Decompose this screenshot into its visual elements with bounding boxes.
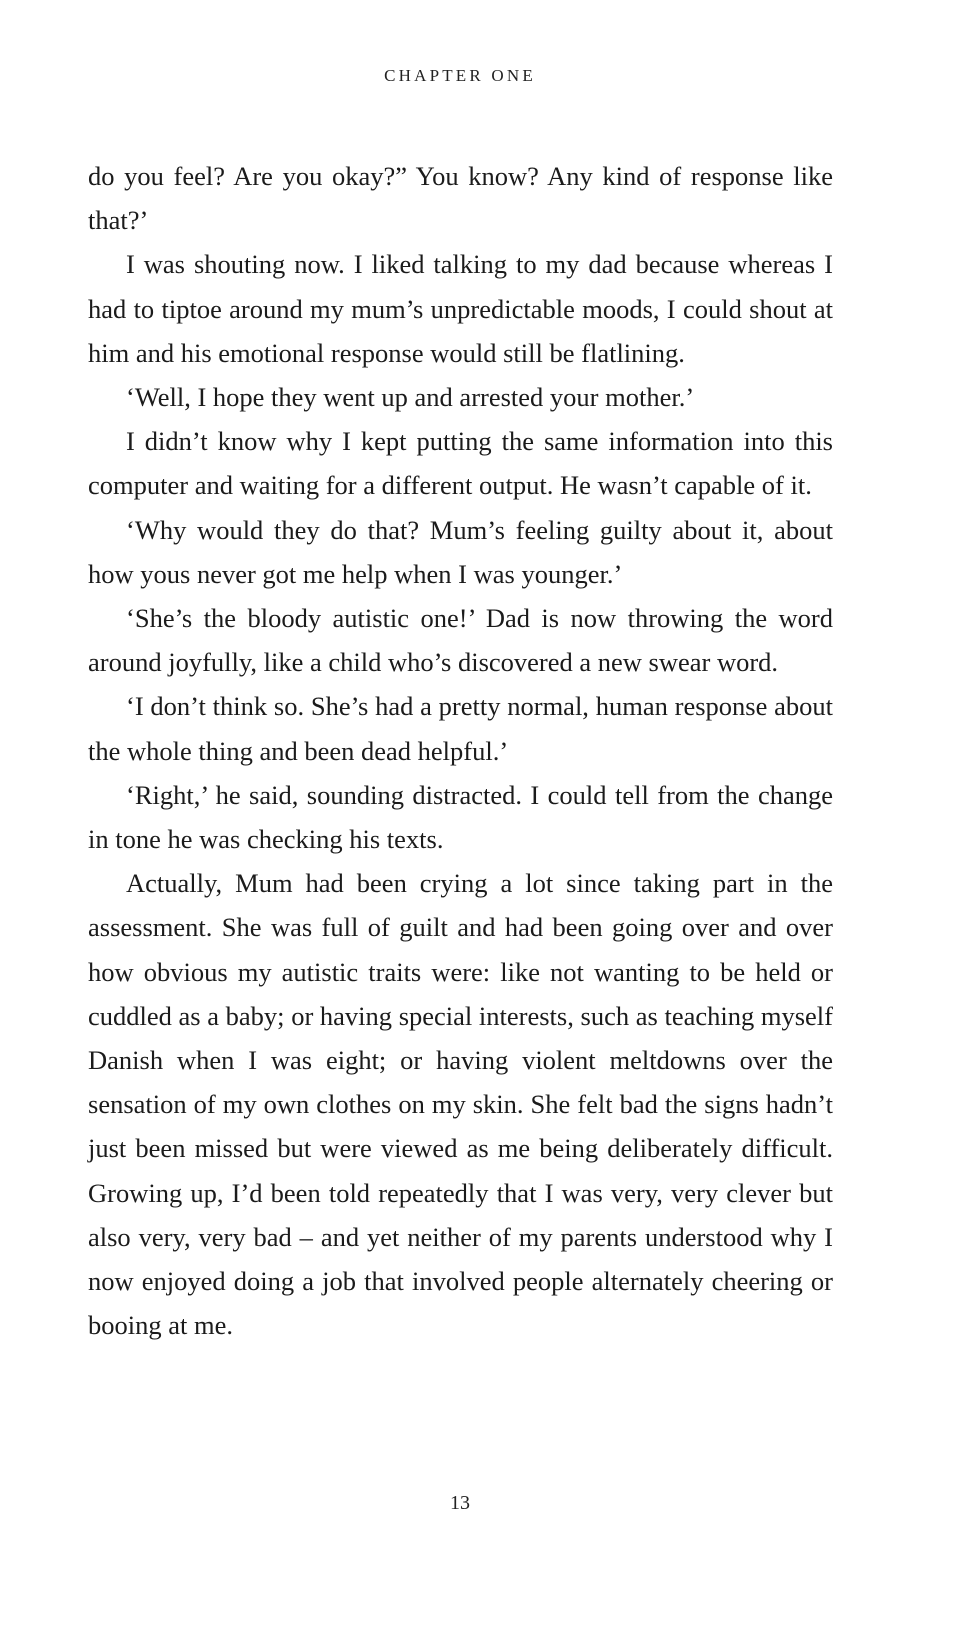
paragraph: ‘Well, I hope they went up and arrested your mother.’ (126, 382, 695, 413)
paragraph: ‘She’s the bloody autistic one!’ Dad is now throwing the word around joyfully, like a child who’s discovered a new swear word. (88, 603, 833, 678)
chapter-body-text (88, 154, 833, 1347)
paragraph-continued: do you feel? Are you okay?” You know? Any kind of response like that?’ (88, 161, 833, 236)
paragraph: ‘Why would they do that? Mum’s feeling guilty about it, about how yous never got me help when I was younger.’ (88, 514, 833, 589)
page-number: 13 (450, 1492, 470, 1514)
paragraph: Actually, Mum had been crying a lot since taking part in the assessment. She was full of guilt and had been going over and over how obvious my autistic traits were: like not wanting to be held or cuddled as a baby; or having special interests, such as teaching myself Danish when I was eight; or having violent meltdowns over the sensation of my own clothes on my skin. She felt bad the signs hadn’t just been missed but were viewed as me being deliberately difficult. Growing up, I’d been told repeatedly that I was very, very clever but also very, very bad – and yet neither of my parents understood why I now enjoyed doing a job that involved people alternately cheering or booing at me. (88, 868, 833, 1341)
paragraph: ‘Right,’ he said, sounding distracted. I could tell from the change in tone he was checking his texts. (88, 779, 833, 855)
running-head: CHAPTER ONE (384, 66, 536, 85)
paragraph: I didn’t know why I kept putting the same information into this computer and waiting for a different output. He wasn’t capable of it. (88, 426, 833, 501)
paragraph: I was shouting now. I liked talking to my dad because whereas I had to tiptoe around my mum’s unpredictable moods, I could shout at him and his emotional response would still be flatlining. (88, 249, 833, 368)
paragraph: ‘I don’t think so. She’s had a pretty normal, human response about the whole thing and been dead helpful.’ (88, 691, 833, 766)
